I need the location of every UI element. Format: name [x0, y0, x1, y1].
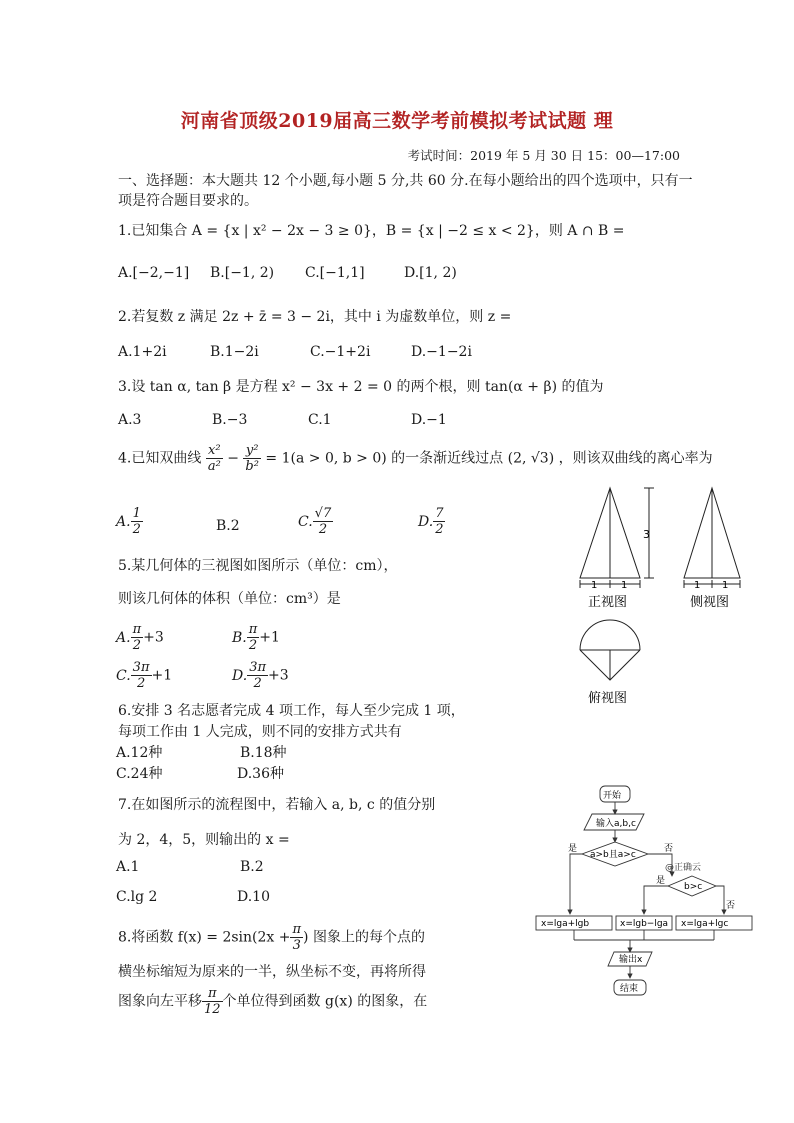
flow-box2-text: x=lgb−lga	[620, 919, 669, 929]
q7-stem-line2: 为 2，4，5，则输出的 x =	[118, 832, 290, 848]
q2-option-c: C.−1+2i	[310, 344, 371, 360]
q4-option-a: A. $\frac{1}{2}$	[116, 506, 141, 537]
q1-option-d: D.[1, 2)	[404, 265, 457, 281]
top-view	[580, 620, 640, 680]
q1-option-c: C.[−1,1]	[305, 265, 365, 281]
exam-time: 考试时间：2019 年 5 月 30 日 15：00—17:00	[407, 148, 680, 163]
q5-option-d: D. $\frac{3\pi}{2}$ +3	[232, 660, 289, 691]
flow-start-text: 开始	[603, 791, 622, 801]
q2-option-b: B.1−2i	[210, 344, 259, 360]
flow-yes-1: 是	[568, 844, 578, 854]
q3-stem: 3.设 tan α, tan β 是方程 x² − 3x + 2 = 0 的两个根，则 tan(α + β) 的值为	[118, 379, 604, 395]
q8-line2: 横坐标缩短为原来的一半，纵坐标不变，再将所得	[118, 964, 426, 980]
q7-option-a: A.1	[116, 859, 140, 875]
section-intro-line2: 项是符合题目要求的。	[118, 193, 258, 209]
q8-line1	[118, 922, 425, 953]
q4-frac-y: $\frac{\text{y²}}{\text{b²}}$	[245, 443, 259, 474]
section-intro-line1: 一、选择题：本大题共 12 个小题,每小题 5 分,共 60 分.在每小题给出的四个选项中，只有一	[118, 173, 693, 189]
q4-option-c: C. $\frac{√7}{2}$	[298, 506, 332, 537]
q7-option-c: C.lg 2	[116, 889, 158, 905]
q6-option-b: B.18种	[240, 745, 287, 761]
q6-option-d: D.36种	[237, 766, 284, 782]
q3-option-a: A.3	[118, 412, 142, 428]
q3-option-c: C.1	[308, 412, 332, 428]
three-view-figure	[570, 484, 760, 714]
q1-option-b: B.[−1, 2)	[210, 265, 275, 281]
q4-frac-x: $\frac{\text{x²}}{\text{a²}}$	[207, 443, 221, 474]
q2-option-d: D.−1−2i	[411, 344, 472, 360]
front-base-label-left: 1	[591, 580, 598, 591]
side-base-label-left: 1	[694, 580, 701, 591]
q8-frac-pi3: $\frac{\pi}{3}$	[292, 922, 302, 953]
q7-stem-line1: 7.在如图所示的流程图中，若输入 a, b, c 的值分别	[118, 797, 436, 813]
q4-stem-pre: 4.已知双曲线	[118, 450, 202, 467]
q5-option-c: C. $\frac{3\pi}{2}$ +1	[116, 660, 173, 691]
q6-stem-line1: 6.安排 3 名志愿者完成 4 项工作，每人至少完成 1 项，	[118, 703, 465, 719]
q1-option-a: A.[−2,−1]	[118, 265, 190, 281]
flow-box1-text: x=lga+lgb	[541, 919, 590, 929]
front-base-label-right: 1	[621, 580, 628, 591]
q4-stem	[118, 443, 713, 474]
q6-option-c: C.24种	[116, 766, 163, 782]
q8-line1-post: ) 图象上的每个点的	[303, 929, 425, 946]
flow-cond2-text: b>c	[684, 882, 703, 892]
q7-option-b: B.2	[240, 859, 264, 875]
flow-no-2: 否	[726, 901, 736, 911]
page-title: 河南省顶级2019届高三数学考前模拟考试试题 理	[180, 110, 614, 132]
q7-option-d: D.10	[237, 889, 270, 905]
q4-option-d: D. $\frac{7}{2}$	[418, 506, 444, 537]
q8-line1-pre: 8.将函数 f(x) = 2sin(2x +	[118, 929, 291, 946]
q2-option-a: A.1+2i	[118, 344, 167, 360]
watermark: @正确云	[665, 863, 702, 873]
side-base-label-right: 1	[722, 580, 729, 591]
q8-line3	[118, 986, 427, 1017]
q8-line3-post: 个单位得到函数 g(x) 的图象，在	[222, 993, 428, 1010]
q5-option-a: A. $\frac{\pi}{2}$ +3	[116, 622, 164, 653]
top-view-label: 俯视图	[588, 691, 628, 706]
flowchart	[532, 782, 758, 1002]
q4-minus: −	[227, 450, 239, 467]
front-view-label: 正视图	[588, 595, 628, 610]
q5-stem-line2: 则该几何体的体积（单位：cm³）是	[118, 591, 341, 607]
flow-no-1: 否	[664, 844, 674, 854]
q5-option-b: B. $\frac{\pi}{2}$ +1	[232, 622, 280, 653]
flow-yes-2: 是	[656, 876, 666, 886]
side-view	[684, 488, 740, 588]
q1-stem: 1.已知集合 A = {x | x² − 2x − 3 ≥ 0}，B = {x | −2 ≤ x < 2}，则 A ∩ B =	[118, 223, 625, 239]
flow-end-text: 结束	[620, 984, 639, 994]
q4-option-b: B.2	[216, 518, 240, 534]
q5-stem-line1: 5.某几何体的三视图如图所示（单位：cm），	[118, 558, 398, 574]
q4-stem-post: = 1(a > 0, b > 0) 的一条渐近线过点 (2, √3) ，则该双曲线的离心率为	[265, 450, 713, 467]
q3-option-b: B.−3	[212, 412, 248, 428]
q2-stem: 2.若复数 z 满足 2z + z̄ = 3 − 2i，其中 i 为虚数单位，则 z =	[118, 309, 512, 325]
q6-option-a: A.12种	[116, 745, 163, 761]
height-label: 3	[643, 528, 650, 541]
q8-frac-pi12: $\frac{\pi}{12}$	[204, 986, 221, 1017]
flow-output-text: 输出x	[619, 955, 643, 965]
q8-line3-pre: 图象向左平移	[118, 993, 202, 1010]
side-view-label: 侧视图	[690, 595, 730, 610]
flow-cond1-text: a>b且a>c	[590, 850, 636, 860]
flow-box3-text: x=lga+lgc	[681, 919, 729, 929]
q6-stem-line2: 每项工作由 1 人完成，则不同的安排方式共有	[118, 724, 402, 740]
flow-input-text: 输入a,b,c	[596, 819, 636, 829]
q3-option-d: D.−1	[411, 412, 447, 428]
